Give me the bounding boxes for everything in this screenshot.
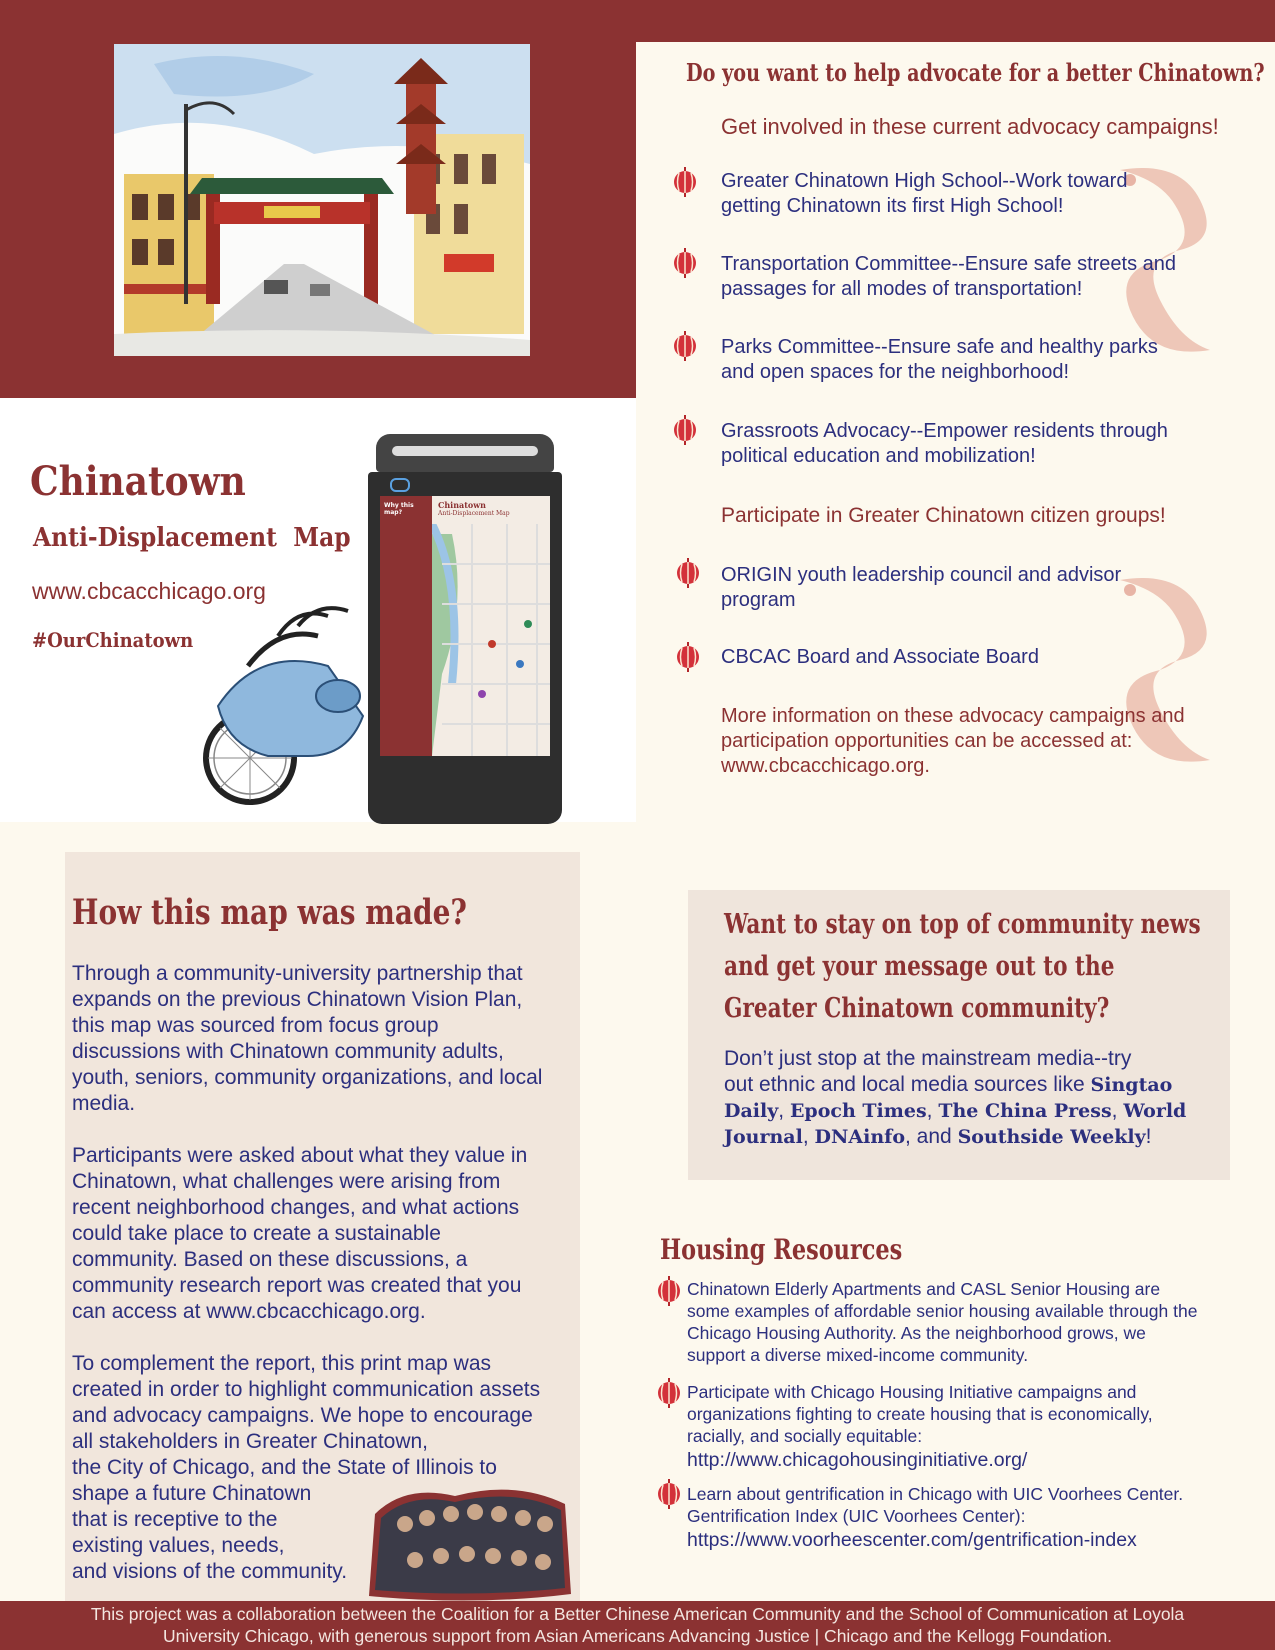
chicago-housing-initiative-link[interactable]: http://www.chicagohousinginitiative.org/ [687,1449,1028,1471]
body-line: community research report was created that you [72,1274,522,1297]
kiosk-map-subtitle: Anti-Displacement Map [438,510,510,517]
campaign-item [721,335,1158,385]
campaign-line: passages for all modes of transportation! [721,278,1083,300]
lantern-bullet-icon [675,642,701,672]
housing-line: Chicago Housing Authority. As the neighborhood grows, we [687,1323,1146,1343]
body-line: could take place to create a sustainable [72,1222,441,1245]
housing-line: racially, and socially equitable: [687,1426,923,1446]
media-china-press: The China Press [938,1100,1112,1122]
lantern-bullet-icon [656,1378,682,1408]
advocacy-intro: Get involved in these current advocacy campaigns! [721,114,1219,139]
kiosk-logo-icon [390,478,410,492]
body-line: this map was sourced from focus group [72,1014,439,1037]
media-singtao: Singtao [1090,1074,1173,1096]
body-line: can access at www.cbcacchicago.org. [72,1300,426,1323]
media-world-journal: World [1123,1100,1187,1122]
body-line: and advocacy campaigns. We hope to encourage [72,1404,533,1427]
news-heading [724,904,1201,1030]
housing-line: organizations fighting to create housing that is economically, [687,1404,1153,1424]
kiosk-map-title: Chinatown [438,500,486,510]
separator: , [1111,1099,1118,1122]
campaign-line: getting Chinatown its first High School! [721,195,1064,217]
housing-line: some examples of affordable senior housing available through the [687,1301,1198,1321]
bicycle-illustration [188,606,388,806]
body-line: Chinatown, what challenges were arising from [72,1170,501,1193]
housing-line: support a diverse mixed-income community. [687,1345,1029,1365]
housing-line: Participate with Chicago Housing Initiative campaigns and [687,1382,1137,1402]
campaign-line: political education and mobilization! [721,445,1036,467]
hero-hashtag: #OurChinatown [32,628,194,652]
campaign-line: Parks Committee--Ensure safe and healthy parks [721,336,1158,358]
footer-line: University Chicago, with generous support from Asian Americans Advancing Justice | Chicago and the Kellogg Foundation. [162,1626,1113,1646]
lantern-bullet-icon [672,415,698,445]
how-made-heading: How this map was made? [72,892,467,933]
lantern-bullet-icon [656,1479,682,1509]
news-line [724,1072,1224,1098]
more-info-link[interactable]: www.cbcacchicago.org. [721,755,930,777]
news-heading-line: Want to stay on top of community news [724,909,1201,940]
housing-item [687,1483,1183,1553]
housing-item [687,1381,1153,1473]
group-item [721,645,1039,670]
housing-heading: Housing Resources [660,1233,903,1266]
body-line: created in order to highlight communication assets [72,1378,541,1401]
campaign-line: and open spaces for the neighborhood! [721,361,1070,383]
hero-website: www.cbcacchicago.org [32,578,266,604]
body-line: and visions of the community. [72,1560,348,1583]
kiosk-map-sidebar [380,496,432,756]
campaign-item [721,252,1176,302]
lantern-bullet-icon [672,167,698,197]
kiosk-map-panel [380,496,550,756]
campaign-item [721,169,1127,219]
campaign-line: Grassroots Advocacy--Empower residents through [721,420,1168,442]
body-line: community. Based on these discussions, a [72,1248,468,1271]
media-southside-weekly: Southside Weekly [957,1126,1146,1148]
campaign-item [721,419,1168,469]
media-epoch-times: Epoch Times [789,1100,927,1122]
groups-heading: Participate in Greater Chinatown citizen groups! [721,504,1166,527]
chinatown-gate-illustration [114,44,530,356]
separator: , [926,1099,933,1122]
housing-line: Chinatown Elderly Apartments and CASL Senior Housing are [687,1279,1161,1299]
group-line: program [721,589,796,611]
body-line: that is receptive to the [72,1508,278,1531]
news-line-prefix: out ethnic and local media sources like [724,1073,1091,1096]
body-line: existing values, needs, [72,1534,285,1557]
kiosk-slot [392,446,538,456]
hero-subtitle: Anti-Displacement Map [33,523,351,553]
news-line [724,1124,1224,1150]
news-body [724,1046,1224,1150]
housing-item [687,1278,1197,1366]
body-line: shape a future Chinatown [72,1482,312,1505]
advocacy-heading: Do you want to help advocate for a better Chinatown? [686,58,1265,87]
group-line: CBCAC Board and Associate Board [721,646,1039,668]
media-world-journal-cont: Journal [724,1126,803,1148]
housing-line: Learn about gentrification in Chicago with UIC Voorhees Center. [687,1484,1184,1504]
separator: , [778,1099,785,1122]
map-kiosk [368,434,562,824]
news-heading-line: and get your message out to the [724,951,1115,982]
news-line [724,1098,1224,1124]
housing-line: Gentrification Index (UIC Voorhees Center): [687,1506,1026,1526]
body-line: recent neighborhood changes, and what actions [72,1196,520,1219]
footer-line: This project was a collaboration between the Coalition for a Better Chinese American Community and the School of Communication at Loyola [90,1604,1185,1624]
body-line: expands on the previous Chinatown Vision Plan, [72,988,523,1011]
footer-text [0,1603,1275,1647]
body-line: youth, seniors, community organizations, and local [72,1066,543,1089]
body-line: To complement the report, this print map was [72,1352,492,1375]
hero-title: Chinatown [30,458,246,505]
separator: , [802,1125,809,1148]
body-line: the City of Chicago, and the State of Illinois to [72,1456,497,1479]
body-line: all stakeholders in Greater Chinatown, [72,1430,429,1453]
group-item [721,563,1121,613]
kiosk-street-map [432,524,550,756]
body-line: discussions with Chinatown community adults, [72,1040,504,1063]
group-line: ORIGIN youth leadership council and advisor [721,564,1122,586]
end-mark: ! [1145,1125,1152,1148]
group-photo [365,1484,575,1602]
campaign-line: Greater Chinatown High School--Work toward [721,170,1128,192]
kiosk-sidebar-heading: Why this map? [384,502,414,516]
voorhees-gentrification-link[interactable]: https://www.voorheescenter.com/gentrification-index [687,1529,1137,1551]
news-heading-line: Greater Chinatown community? [724,993,1110,1024]
lantern-bullet-icon [675,558,701,588]
how-made-paragraph [72,1143,592,1325]
more-info-line: More information on these advocacy campaigns and [721,705,1185,727]
how-made-paragraph [72,961,592,1117]
more-info-line: participation opportunities can be accessed at: [721,730,1133,752]
campaign-line: Transportation Committee--Ensure safe streets and [721,253,1177,275]
body-line: Through a community-university partnership that [72,962,523,985]
news-line: Don’t just stop at the mainstream media--try [724,1047,1132,1070]
lantern-bullet-icon [672,248,698,278]
lantern-bullet-icon [656,1276,682,1306]
more-info [721,704,1185,779]
media-singtao-cont: Daily [724,1100,779,1122]
separator: , and [905,1125,952,1148]
body-line: Participants were asked about what they value in [72,1144,528,1167]
body-line: media. [72,1092,136,1115]
media-dnainfo: DNAinfo [814,1126,905,1148]
lantern-bullet-icon [672,331,698,361]
